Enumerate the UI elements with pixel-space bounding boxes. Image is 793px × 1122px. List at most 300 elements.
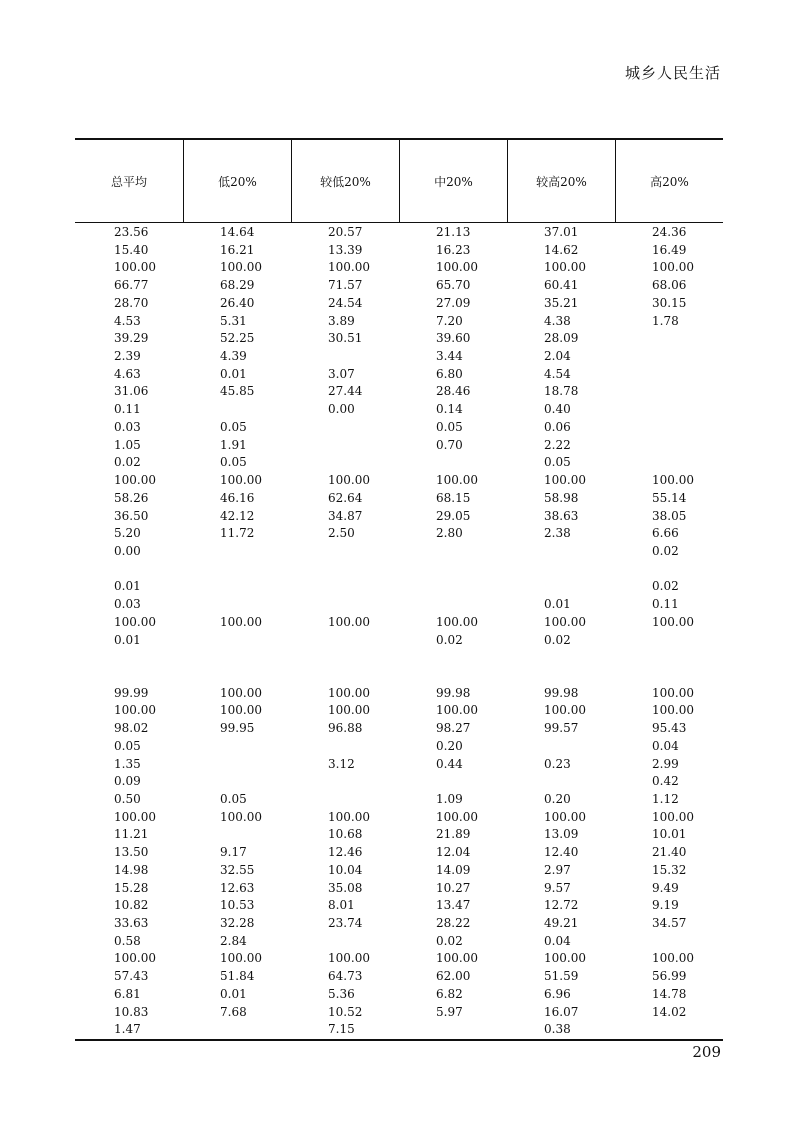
table-cell: 28.22 (436, 916, 471, 931)
table-cell: 100.00 (436, 703, 478, 718)
table-cell: 5.97 (436, 1004, 463, 1019)
table-cell: 30.15 (652, 295, 687, 310)
table-cell: 1.47 (114, 1022, 141, 1037)
table-cell: 11.21 (114, 827, 149, 842)
table-cell: 6.82 (436, 986, 463, 1001)
section-title: 城乡人民生活 (624, 64, 721, 82)
table-cell: 8.01 (328, 898, 355, 913)
table-cell: 0.20 (436, 738, 463, 753)
table-row (75, 1021, 723, 1039)
table-cell: 68.06 (652, 278, 687, 293)
table-cell (615, 667, 723, 685)
table-cell (615, 401, 723, 419)
table-cell (507, 561, 615, 579)
table-row (75, 880, 723, 898)
table-cell: 10.53 (220, 898, 255, 913)
table-cell: 10.27 (436, 880, 471, 895)
table-row (75, 401, 723, 419)
table-cell: 1.12 (652, 792, 679, 806)
table-cell (291, 419, 399, 437)
table-cell: 100.00 (114, 703, 156, 718)
table-row (75, 685, 723, 703)
table-row (75, 773, 723, 791)
table-cell: 62.00 (436, 969, 471, 984)
table-cell: 32.55 (220, 862, 255, 877)
table-cell: 95.43 (652, 721, 687, 736)
table-cell: 4.38 (544, 313, 571, 328)
table-cell: 6.96 (544, 986, 571, 1001)
table-cell: 15.40 (114, 242, 149, 257)
table-row (75, 295, 723, 313)
table-cell: 0.40 (544, 402, 571, 417)
table-cell (183, 596, 291, 614)
table-cell: 46.16 (220, 490, 255, 505)
table-row (75, 348, 723, 366)
table-cell: 16.07 (544, 1004, 579, 1019)
table-cell: 16.23 (436, 242, 471, 257)
table-cell (291, 738, 399, 756)
table-cell: 49.21 (544, 916, 579, 931)
table-cell: 28.70 (114, 295, 149, 310)
table-row (75, 614, 723, 632)
table-cell: 2.04 (544, 349, 571, 364)
table-cell: 99.98 (544, 685, 579, 700)
table-cell: 100.00 (652, 951, 694, 966)
table-cell (291, 791, 399, 809)
table-cell: 0.05 (436, 419, 463, 434)
table-cell (75, 561, 183, 579)
table-cell: 100.00 (328, 260, 370, 275)
table-cell: 0.05 (220, 792, 247, 806)
table-cell (183, 649, 291, 667)
table-row (75, 472, 723, 490)
table-cell: 9.49 (652, 880, 679, 895)
table-cell: 0.05 (220, 419, 247, 434)
table-bottom-rule (75, 1039, 723, 1041)
table-cell (183, 561, 291, 579)
table-cell: 10.82 (114, 898, 149, 913)
table-row (75, 490, 723, 508)
table-cell: 0.04 (652, 738, 679, 753)
table-row (75, 756, 723, 774)
table-cell: 3.12 (328, 756, 355, 771)
table-cell (183, 773, 291, 791)
table-cell (183, 632, 291, 650)
table-cell (75, 649, 183, 667)
table-cell: 0.11 (652, 597, 679, 612)
table-cell (615, 437, 723, 455)
table-row (75, 738, 723, 756)
table-cell: 96.88 (328, 721, 363, 736)
table-cell (615, 933, 723, 951)
table-row (75, 313, 723, 331)
table-cell: 100.00 (114, 614, 156, 629)
table-cell: 10.01 (652, 827, 687, 842)
table-cell: 6.80 (436, 366, 463, 381)
table-cell (291, 578, 399, 596)
table-cell: 6.66 (652, 526, 679, 541)
table-cell: 42.12 (220, 508, 255, 523)
table-row (75, 366, 723, 384)
table-cell: 14.62 (544, 242, 579, 257)
table-cell: 45.85 (220, 384, 255, 399)
table-cell: 68.29 (220, 278, 255, 293)
table-cell: 100.00 (328, 703, 370, 718)
table-row (75, 720, 723, 738)
table-row (75, 915, 723, 933)
table-cell (615, 419, 723, 437)
table-cell: 0.44 (436, 756, 463, 771)
table-row (75, 277, 723, 295)
table-cell: 51.59 (544, 969, 579, 984)
table-cell: 0.02 (436, 933, 463, 948)
table-cell: 0.50 (114, 792, 141, 806)
table-cell (615, 561, 723, 579)
table-row (75, 508, 723, 526)
table-cell: 11.72 (220, 526, 255, 541)
table-cell: 100.00 (220, 685, 262, 700)
table-cell: 10.68 (328, 827, 363, 842)
table-cell: 100.00 (328, 685, 370, 700)
table-cell (183, 401, 291, 419)
table-cell: 1.91 (220, 437, 247, 452)
table-cell (183, 756, 291, 774)
table-cell: 14.09 (436, 862, 471, 877)
table-cell (399, 649, 507, 667)
table-cell: 7.15 (328, 1022, 355, 1037)
table-cell (183, 543, 291, 561)
table-cell: 0.02 (652, 543, 679, 558)
table-cell (615, 348, 723, 366)
table-cell: 0.05 (220, 455, 247, 470)
table-cell: 14.98 (114, 862, 149, 877)
table-row (75, 702, 723, 720)
table-cell: 24.36 (652, 225, 687, 239)
table-cell: 100.00 (544, 809, 586, 824)
table-cell: 27.09 (436, 295, 471, 310)
table-cell (507, 773, 615, 791)
table-row (75, 968, 723, 986)
table-cell (291, 632, 399, 650)
table-cell (183, 738, 291, 756)
table-cell: 0.38 (544, 1022, 571, 1037)
table-row (75, 224, 723, 242)
table-cell: 0.03 (114, 597, 141, 612)
table-cell: 1.05 (114, 437, 141, 452)
table-row (75, 525, 723, 543)
table-header (75, 140, 723, 223)
table-cell: 100.00 (328, 473, 370, 488)
table-cell: 14.64 (220, 225, 255, 239)
table-cell: 71.57 (328, 278, 363, 293)
table-row (75, 419, 723, 437)
table-cell: 0.00 (114, 543, 141, 558)
table-cell: 100.00 (114, 473, 156, 488)
table-row (75, 596, 723, 614)
table-cell: 12.72 (544, 898, 579, 913)
table-cell: 100.00 (220, 473, 262, 488)
table-cell: 15.28 (114, 880, 149, 895)
table-cell: 99.99 (114, 685, 149, 700)
table-cell: 0.06 (544, 419, 571, 434)
table-cell: 5.20 (114, 526, 141, 541)
table-cell (399, 773, 507, 791)
table-cell (615, 1021, 723, 1039)
table-cell: 13.47 (436, 898, 471, 913)
table-row (75, 383, 723, 401)
table-cell (615, 632, 723, 650)
table-cell (507, 543, 615, 561)
table-cell: 23.74 (328, 916, 363, 931)
page-number: 209 (692, 1043, 721, 1061)
table-row (75, 543, 723, 561)
table-cell: 60.41 (544, 278, 579, 293)
table-cell: 3.89 (328, 313, 355, 328)
header-higher-20: 较高20% (507, 140, 615, 222)
table-cell: 65.70 (436, 278, 471, 293)
table-cell: 38.63 (544, 508, 579, 523)
table-cell: 100.00 (544, 473, 586, 488)
table-cell: 0.42 (652, 774, 679, 789)
table-cell: 2.97 (544, 862, 571, 877)
table-cell (399, 543, 507, 561)
table-row (75, 844, 723, 862)
table-cell: 100.00 (436, 614, 478, 629)
table-cell: 0.03 (114, 419, 141, 434)
table-cell: 100.00 (652, 703, 694, 718)
table-cell (291, 933, 399, 951)
table-cell: 0.04 (544, 933, 571, 948)
table-cell (507, 667, 615, 685)
table-row (75, 632, 723, 650)
table-cell: 12.04 (436, 845, 471, 860)
table-cell: 28.09 (544, 331, 579, 346)
table-cell: 37.01 (544, 225, 579, 239)
table-cell (75, 667, 183, 685)
table-cell: 2.99 (652, 756, 679, 771)
table-cell: 5.36 (328, 986, 355, 1001)
table-cell: 0.00 (328, 402, 355, 417)
table-row (75, 809, 723, 827)
table-cell: 98.27 (436, 721, 471, 736)
table-cell: 38.05 (652, 508, 687, 523)
table-cell: 100.00 (544, 260, 586, 275)
table-cell: 2.80 (436, 526, 463, 541)
table-cell: 100.00 (328, 809, 370, 824)
table-cell: 0.01 (114, 632, 141, 647)
table-cell: 68.15 (436, 490, 471, 505)
table-cell: 39.29 (114, 331, 149, 346)
table-cell: 10.83 (114, 1004, 149, 1019)
table-cell: 99.98 (436, 685, 471, 700)
table-cell: 18.78 (544, 384, 579, 399)
table-cell: 5.31 (220, 313, 247, 328)
table-cell (183, 826, 291, 844)
table-cell: 16.49 (652, 242, 687, 257)
header-lower-20: 较低20% (291, 140, 399, 222)
table-cell: 62.64 (328, 490, 363, 505)
table-cell (399, 561, 507, 579)
table-cell (291, 561, 399, 579)
table-cell: 16.21 (220, 242, 255, 257)
table-cell: 0.11 (114, 402, 141, 417)
data-table (75, 138, 723, 1041)
table-cell: 24.54 (328, 295, 363, 310)
table-cell (507, 738, 615, 756)
table-cell: 2.38 (544, 526, 571, 541)
table-row (75, 454, 723, 472)
table-row (75, 667, 723, 685)
table-cell: 100.00 (436, 473, 478, 488)
table-cell: 13.50 (114, 845, 149, 860)
header-low-20: 低20% (183, 140, 291, 222)
table-cell: 9.19 (652, 898, 679, 913)
table-cell: 0.01 (220, 986, 247, 1001)
table-row (75, 649, 723, 667)
header-overall-average: 总平均 (110, 174, 147, 189)
table-row (75, 561, 723, 579)
table-cell: 100.00 (436, 809, 478, 824)
table-cell: 0.09 (114, 774, 141, 789)
table-cell: 27.44 (328, 384, 363, 399)
table-cell: 0.58 (114, 933, 141, 948)
table-cell: 99.57 (544, 721, 579, 736)
table-cell (183, 1021, 291, 1039)
header-high-20: 高20% (615, 140, 723, 222)
table-cell: 2.39 (114, 349, 141, 364)
table-cell: 100.00 (220, 260, 262, 275)
table-cell (183, 667, 291, 685)
table-cell: 13.39 (328, 242, 363, 257)
table-cell: 4.54 (544, 366, 571, 381)
table-cell (291, 348, 399, 366)
table-cell: 0.01 (114, 579, 141, 594)
table-cell: 26.40 (220, 295, 255, 310)
table-cell: 4.63 (114, 366, 141, 381)
table-cell: 2.84 (220, 933, 247, 948)
table-cell: 12.40 (544, 845, 579, 860)
table-cell: 100.00 (328, 951, 370, 966)
table-cell: 0.20 (544, 792, 571, 806)
table-cell (615, 330, 723, 348)
table-cell: 12.46 (328, 845, 363, 860)
table-cell (291, 773, 399, 791)
table-row (75, 826, 723, 844)
table-cell: 1.09 (436, 792, 463, 806)
table-cell: 100.00 (220, 614, 262, 629)
table-cell: 98.02 (114, 721, 149, 736)
table-cell: 4.53 (114, 313, 141, 328)
table-cell: 3.44 (436, 349, 463, 364)
table-cell (399, 578, 507, 596)
table-cell: 6.81 (114, 986, 141, 1001)
table-cell: 0.02 (652, 579, 679, 594)
table-cell: 12.63 (220, 880, 255, 895)
table-cell: 34.57 (652, 916, 687, 931)
table-row (75, 862, 723, 880)
table-cell: 21.89 (436, 827, 471, 842)
table-row (75, 986, 723, 1004)
table-cell: 52.25 (220, 331, 255, 346)
table-cell: 100.00 (544, 703, 586, 718)
table-row (75, 950, 723, 968)
header-middle-20: 中20% (399, 140, 507, 222)
table-cell (291, 437, 399, 455)
table-cell (507, 649, 615, 667)
table-cell: 31.06 (114, 384, 149, 399)
table-cell: 100.00 (114, 951, 156, 966)
table-cell: 4.39 (220, 349, 247, 364)
table-cell: 10.04 (328, 862, 363, 877)
table-cell: 56.99 (652, 969, 687, 984)
table-cell (399, 596, 507, 614)
table-row (75, 259, 723, 277)
table-cell (291, 543, 399, 561)
table-cell: 55.14 (652, 490, 687, 505)
table-cell: 66.77 (114, 278, 149, 293)
table-cell: 100.00 (652, 473, 694, 488)
table-cell: 51.84 (220, 969, 255, 984)
table-cell: 23.56 (114, 225, 149, 239)
table-cell: 7.20 (436, 313, 463, 328)
table-cell (399, 1021, 507, 1039)
table-cell (507, 578, 615, 596)
table-cell: 0.23 (544, 756, 571, 771)
table-cell (291, 454, 399, 472)
table-cell (291, 667, 399, 685)
table-cell: 9.17 (220, 845, 247, 860)
table-row (75, 897, 723, 915)
table-cell: 58.98 (544, 490, 579, 505)
table-cell: 39.60 (436, 331, 471, 346)
table-cell (399, 454, 507, 472)
table-cell: 100.00 (220, 703, 262, 718)
table-cell: 29.05 (436, 508, 471, 523)
table-cell: 2.22 (544, 437, 571, 452)
table-cell: 100.00 (652, 809, 694, 824)
table-cell: 21.40 (652, 845, 687, 860)
table-cell: 0.02 (114, 455, 141, 470)
table-cell: 0.01 (220, 366, 247, 381)
table-cell: 35.08 (328, 880, 363, 895)
table-cell: 100.00 (652, 260, 694, 275)
table-cell: 30.51 (328, 331, 363, 346)
table-cell: 100.00 (652, 614, 694, 629)
table-cell: 1.78 (652, 313, 679, 328)
table-row (75, 242, 723, 260)
table-cell: 99.95 (220, 721, 255, 736)
table-cell: 100.00 (544, 614, 586, 629)
table-cell: 0.05 (544, 455, 571, 470)
table-cell: 57.43 (114, 969, 149, 984)
table-cell: 20.57 (328, 225, 363, 239)
table-row (75, 1004, 723, 1022)
table-cell: 100.00 (328, 614, 370, 629)
table-row (75, 437, 723, 455)
table-cell: 0.70 (436, 437, 463, 452)
table-cell (399, 667, 507, 685)
table-cell (615, 383, 723, 401)
table-cell: 100.00 (652, 685, 694, 700)
table-cell (291, 649, 399, 667)
table-cell: 0.01 (544, 597, 571, 612)
table-cell (291, 596, 399, 614)
table-cell: 35.21 (544, 295, 579, 310)
table-cell: 0.14 (436, 402, 463, 417)
table-cell: 32.28 (220, 916, 255, 931)
table-row (75, 578, 723, 596)
table-cell: 100.00 (436, 260, 478, 275)
